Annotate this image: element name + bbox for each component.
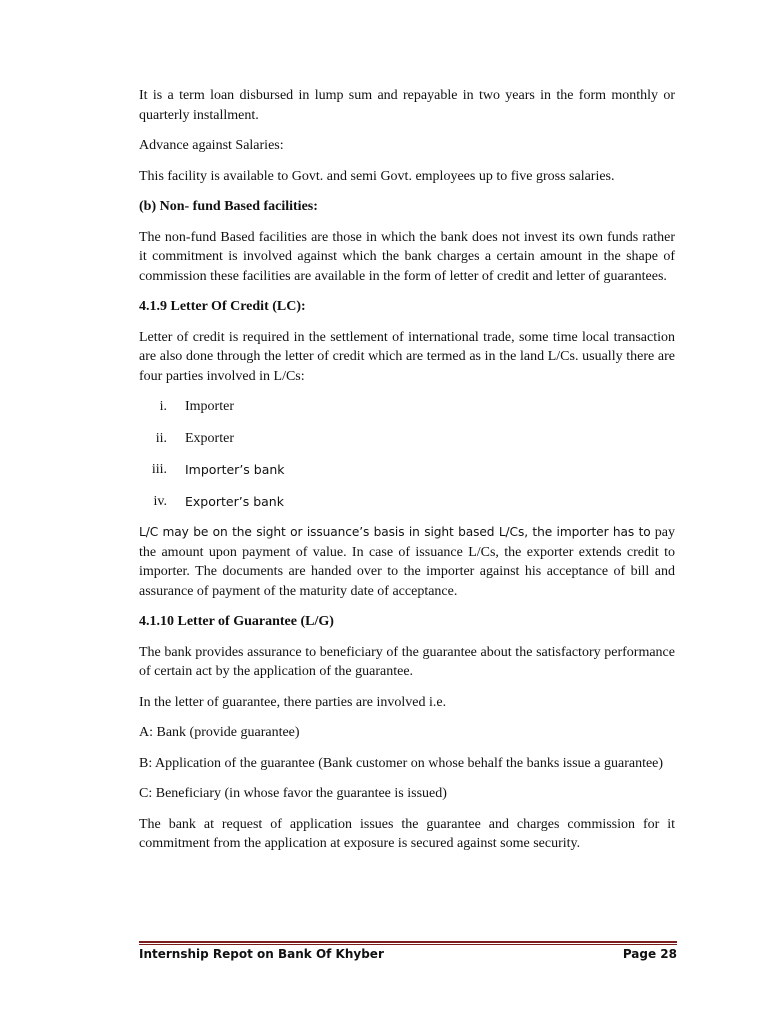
paragraph-non-fund: The non-fund Based facilities are those in which the bank does not invest its own funds rather it commitment is involved against which the bank charges a certain amount in the shape of commission these facilities are available in the form of letter of credit and letter of guarantees. bbox=[139, 229, 675, 284]
paragraph-party-b: B: Application of the guarantee (Bank customer on whose behalf the banks issue a guarantee) bbox=[139, 755, 664, 771]
lc-basis-rest: pay the amount upon payment of value. In case of issuance L/Cs, the exporter extends credit to importer. The documents are handed over to the importer against his acceptance of bill and assurance of payment of the maturity date of acceptance. bbox=[139, 525, 675, 599]
list-item bbox=[139, 460, 675, 480]
footer-report-title: Internship Repot on Bank Of Khyber bbox=[139, 947, 384, 961]
paragraph-term-loan: It is a term loan disbursed in lump sum and repayable in two years in the form monthly or quarterly installment. bbox=[139, 88, 675, 123]
page-footer bbox=[139, 947, 677, 961]
paragraph-guarantee-assurance: The bank provides assurance to beneficiary of the guarantee about the satisfactory performance of certain act by the application of the guarantee. bbox=[139, 644, 675, 679]
paragraph-party-a: A: Bank (provide guarantee) bbox=[139, 725, 300, 740]
heading-non-fund: (b) Non- fund Based facilities: bbox=[139, 199, 318, 214]
list-number: iv. bbox=[153, 493, 167, 509]
list-label: Exporter bbox=[185, 430, 234, 446]
footer-divider-thin bbox=[139, 944, 677, 945]
heading-letter-of-credit: 4.1.9 Letter Of Credit (LC): bbox=[139, 299, 306, 314]
paragraph-letter-of-credit: Letter of credit is required in the settlement of international trade, some time local transaction are also done through the letter of credit which are termed as in the land L/Cs. usually there are four parties involved in L/Cs: bbox=[139, 329, 675, 384]
heading-letter-of-guarantee: 4.1.10 Letter of Guarantee (L/G) bbox=[139, 614, 334, 629]
paragraph-advance-salaries: Advance against Salaries: bbox=[139, 138, 284, 153]
list-item bbox=[139, 429, 675, 449]
paragraph-salary-facility: This facility is available to Govt. and semi Govt. employees up to five gross salaries. bbox=[139, 168, 615, 184]
list-number: i. bbox=[159, 399, 167, 414]
paragraph-guarantee-commission: The bank at request of application issues the guarantee and charges commission for it commitment from the application at exposure is secured against some security. bbox=[139, 816, 675, 851]
document-body bbox=[139, 86, 675, 865]
footer-page-number: Page 28 bbox=[622, 947, 677, 961]
lc-parties-list bbox=[139, 397, 675, 511]
paragraph-guarantee-parties: In the letter of guarantee, there parties are involved i.e. bbox=[139, 694, 447, 710]
footer-divider bbox=[139, 941, 677, 943]
paragraph-party-c: C: Beneficiary (in whose favor the guarantee is issued) bbox=[139, 786, 447, 801]
list-number: ii. bbox=[155, 430, 167, 446]
list-label: Importer bbox=[185, 399, 234, 414]
paragraph-lc-basis bbox=[139, 523, 675, 601]
list-item bbox=[139, 492, 675, 512]
lc-basis-first-line: L/C may be on the sight or issuance’s basis in sight based L/Cs, the importer has to bbox=[139, 525, 651, 539]
list-label: Exporter’s bank bbox=[185, 493, 284, 509]
list-label: Importer’s bank bbox=[185, 462, 285, 477]
list-item bbox=[139, 397, 675, 417]
list-number: iii. bbox=[151, 462, 167, 477]
